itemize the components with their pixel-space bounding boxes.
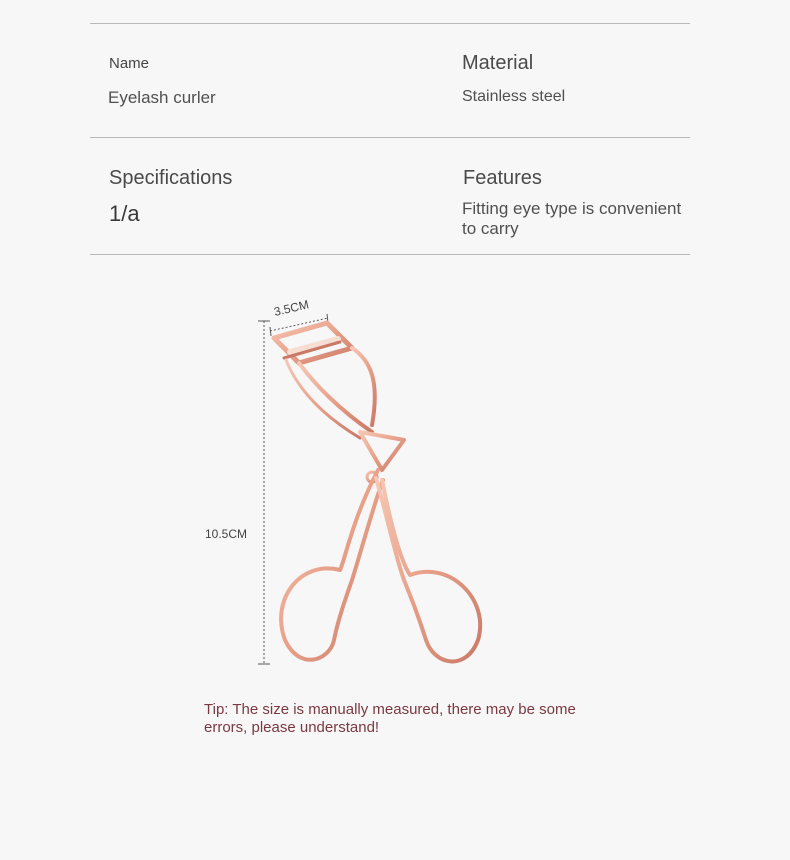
name-value: Eyelash curler xyxy=(108,88,216,107)
eyelash-curler-icon xyxy=(274,323,480,661)
name-label: Name xyxy=(109,55,150,72)
specifications-label: Specifications xyxy=(109,167,233,189)
features-label: Features xyxy=(463,167,542,189)
height-dimension-label: 10.5CM xyxy=(205,527,248,541)
height-dimension-line xyxy=(258,321,270,664)
features-value: Fitting eye type is convenient to carry xyxy=(462,199,682,238)
specifications-value: 1/a xyxy=(109,201,140,226)
width-dimension-label: 3.5CM xyxy=(272,297,311,319)
material-value: Stainless steel xyxy=(462,88,566,105)
measurement-tip: Tip: The size is manually measured, there may be some errors, please understand! xyxy=(204,701,576,736)
material-label: Material xyxy=(462,52,534,74)
